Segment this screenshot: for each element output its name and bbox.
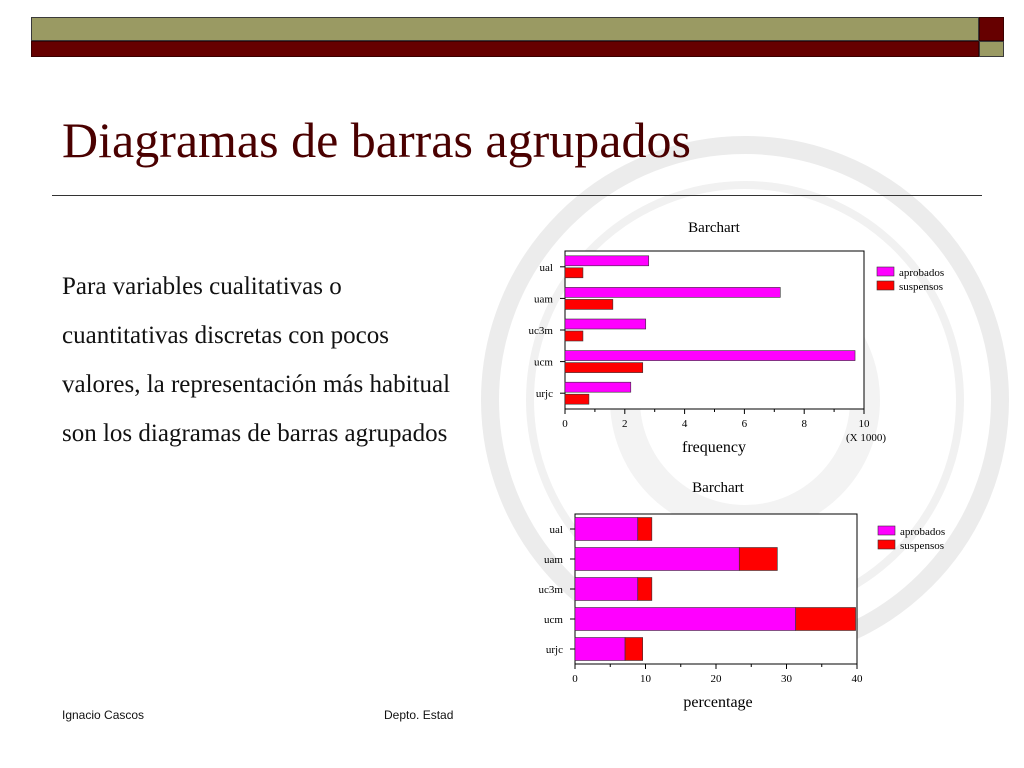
footer-author: Ignacio Cascos [62,708,145,722]
chart2-legend-label-aprobados: aprobados [900,526,946,538]
chart2-category-label-ual: ual [549,524,563,536]
chart1-x-tick-label: 4 [681,418,688,430]
chart2-bar-aprobados-urjc [575,638,625,661]
chart1-legend-label-aprobados: aprobados [899,267,945,279]
chart1-title: Barchart [688,220,740,236]
chart2-x-axis-label: percentage [683,694,753,711]
chart2-bar-suspensos-ual [638,518,652,541]
chart1-x-tick-label: 2 [622,418,628,430]
chart2-x-tick-label: 20 [710,673,722,685]
chart2-legend-swatch-aprobados [878,526,895,535]
chart1-bar-aprobados-urjc [565,382,631,392]
header-olive-square [979,41,1004,57]
chart1-category-label-uam: uam [534,293,553,306]
chart2-bar-aprobados-uc3m [575,578,638,601]
chart2-bar-suspensos-uc3m [638,578,652,601]
chart1-category-label-ucm: ucm [534,356,553,369]
chart2-x-tick-label: 0 [572,673,578,685]
chart1-bar-suspensos-ual [565,268,583,278]
chart2-legend-label-suspensos: suspensos [900,540,945,552]
chart2-bar-suspensos-urjc [625,638,643,661]
chart2-title: Barchart [692,480,744,496]
charts-area [456,198,986,718]
chart1-category-label-uc3m: uc3m [528,325,553,337]
chart1-bar-suspensos-urjc [565,394,589,404]
chart2-category-label-ucm: ucm [544,614,563,626]
chart2-bar-aprobados-uam [575,548,739,571]
chart1-category-label-urjc: urjc [535,388,553,401]
chart2-bar-suspensos-ucm [796,608,856,631]
chart1-x-multiplier-label: (X 1000) [845,432,887,444]
chart1-x-tick-label: 6 [741,418,748,430]
chart2-legend-swatch-suspensos [878,540,895,549]
chart2-bar-suspensos-uam [739,548,777,571]
chart1-x-axis-label: frequency [682,439,746,456]
chart1-bar-aprobados-ual [565,256,649,266]
chart2-x-tick-label: 10 [640,673,651,685]
chart1-legend-label-suspensos: suspensos [899,281,944,293]
chart1-bar-suspensos-ucm [565,363,643,373]
chart1-bar-suspensos-uc3m [565,331,583,341]
slide-title: Diagramas de barras agrupados [62,112,691,168]
chart2-category-label-urjc: urjc [545,644,563,656]
title-divider [52,195,982,196]
chart1-x-tick-label: 10 [858,418,870,430]
header-red-square [979,17,1004,41]
header-red-bar [31,41,979,57]
barchart-frequency [529,220,945,456]
chart1-category-label-ual: ual [539,261,553,274]
chart2-x-tick-label: 40 [851,673,863,685]
chart1-bar-suspensos-uam [565,299,613,309]
chart1-bar-aprobados-uc3m [565,319,646,329]
chart1-bar-aprobados-ucm [565,351,855,361]
chart2-x-tick-label: 30 [781,673,792,685]
header-olive-bar [31,17,979,41]
barchart-percentage [539,480,946,711]
chart1-x-tick-label: 8 [801,418,807,430]
chart1-x-tick-label: 0 [562,418,568,430]
chart1-bar-aprobados-uam [565,287,780,297]
chart1-legend-swatch-suspensos [877,281,894,290]
chart2-bar-aprobados-ual [575,518,638,541]
footer-department: Depto. Estad [384,708,454,722]
chart2-bar-aprobados-ucm [575,608,796,631]
chart2-category-label-uam: uam [544,554,563,566]
chart1-legend-swatch-aprobados [877,267,894,276]
chart2-category-label-uc3m: uc3m [538,584,563,596]
body-paragraph: Para variables cualitativas o cuantitativas discretas con pocos valores, la representación más habitual son los diagramas de barras agrupados [62,273,451,447]
